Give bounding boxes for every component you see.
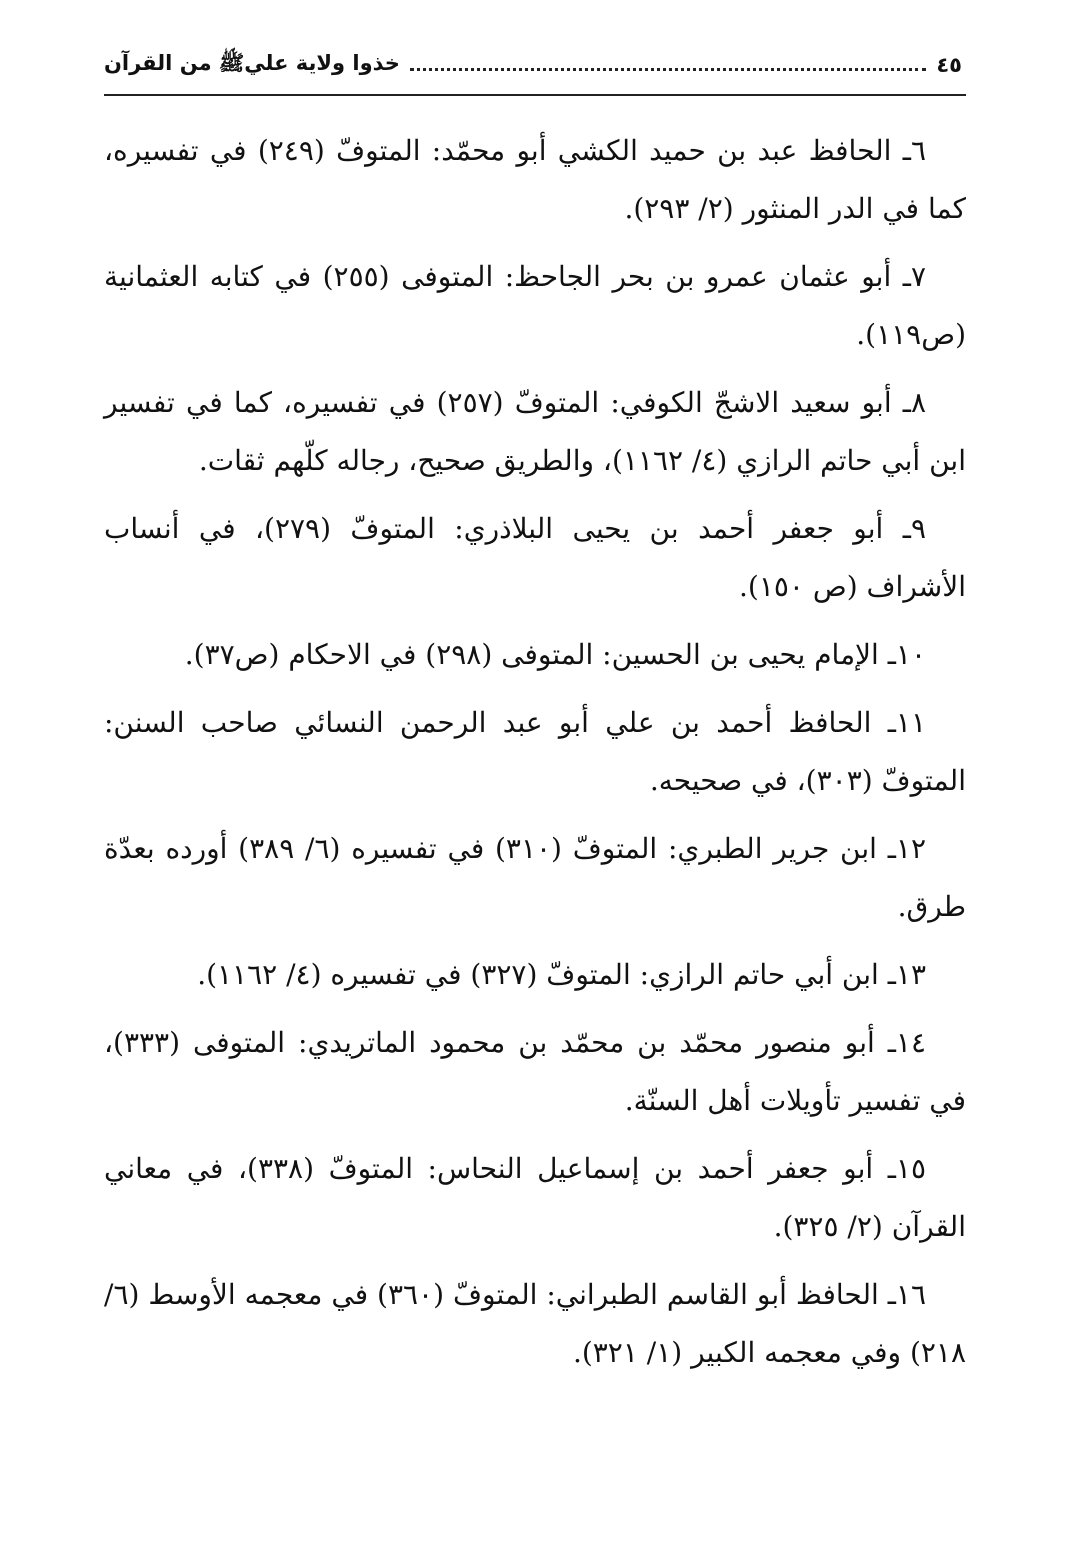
entry-9: ٩ـ أبو جعفر أحمد بن يحيى البلاذري: المتوفّ (٢٧٩)، في أنساب الأشراف (ص ١٥٠). — [104, 512, 966, 603]
entry-10: ١٠ـ الإمام يحيى بن الحسين: المتوفى (٢٩٨) في الاحكام (ص٣٧). — [184, 638, 926, 671]
body-text — [104, 122, 966, 1392]
entry-12: ١٢ـ ابن جرير الطبري: المتوفّ (٣١٠) في تفسيره (٦/ ٣٨٩) أورده بعدّة طرق. — [104, 832, 966, 923]
leader-dots — [410, 68, 926, 71]
running-title: خذوا ولاية عليﷺ من القرآن — [104, 50, 400, 75]
entry-16: ١٦ـ الحافظ أبو القاسم الطبراني: المتوفّ (٣٦٠) في معجمه الأوسط (٦/ ٢١٨) وفي معجمه الكبير (١/ ٣٢١). — [104, 1278, 966, 1369]
entry-7: ٧ـ أبو عثمان عمرو بن بحر الجاحظ: المتوفى (٢٥٥) في كتابه العثمانية (ص١١٩). — [104, 260, 966, 351]
entry-15: ١٥ـ أبو جعفر أحمد بن إسماعيل النحاس: المتوفّ (٣٣٨)، في معاني القرآن (٢/ ٣٢٥). — [104, 1152, 966, 1243]
header-rule — [104, 94, 966, 96]
entry-13: ١٣ـ ابن أبي حاتم الرازي: المتوفّ (٣٢٧) في تفسيره (٤/ ١١٦٢). — [197, 958, 926, 991]
page-number: ٤٥ — [936, 53, 962, 77]
running-header — [104, 44, 962, 86]
entry-6: ٦ـ الحافظ عبد بن حميد الكشي أبو محمّد: المتوفّ (٢٤٩) في تفسيره، كما في الدر المنثور (٢/ ٢٩٣). — [104, 134, 966, 225]
entry-11: ١١ـ الحافظ أحمد بن علي أبو عبد الرحمن النسائي صاحب السنن: المتوفّ (٣٠٣)، في صحيحه. — [104, 706, 966, 797]
entry-8: ٨ـ أبو سعيد الاشجّ الكوفي: المتوفّ (٢٥٧) في تفسيره، كما في تفسير ابن أبي حاتم الرازي (٤/ ١١٦٢)، والطريق صحيح، رجاله كلّهم ثقات. — [104, 386, 966, 477]
entry-14: ١٤ـ أبو منصور محمّد بن محمّد بن محمود الماتريدي: المتوفى (٣٣٣)، في تفسير تأويلات أهل السنّة. — [104, 1026, 966, 1117]
